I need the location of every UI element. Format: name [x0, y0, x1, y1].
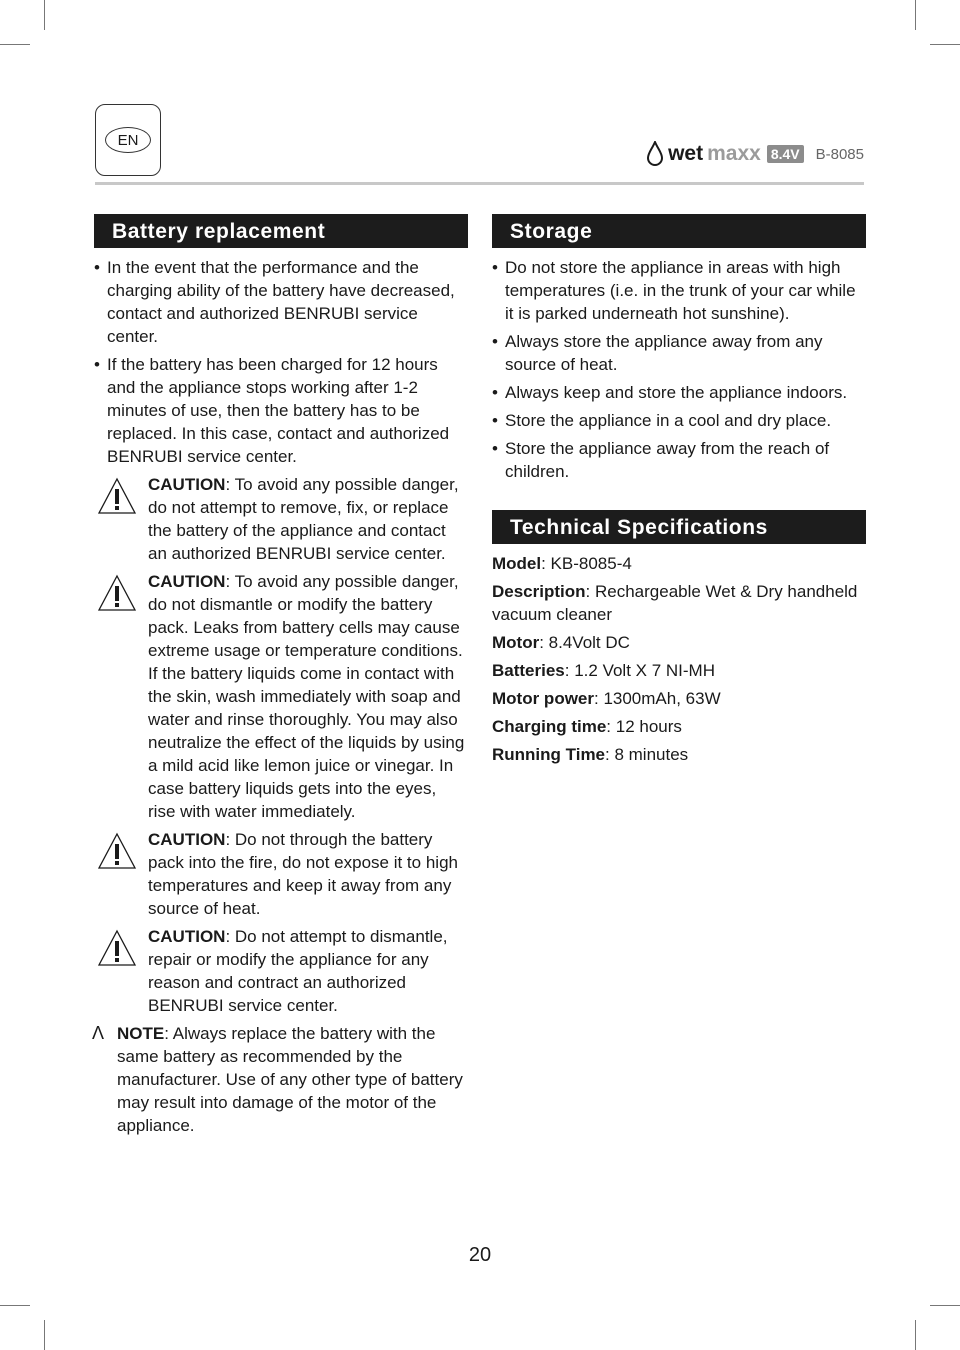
- crop-mark: [44, 1320, 45, 1350]
- brand-logo: [646, 136, 864, 172]
- section-header-specs: Technical Specifications: [492, 510, 866, 544]
- spec-description: [492, 580, 866, 626]
- section-header-battery: Battery replacement: [94, 214, 468, 248]
- caution-text: : To avoid any possible danger, do not dismantle or modify the battery pack. Leaks from battery cells may cause extreme usage or temperature conditions. If the battery liquids come in contact with the skin, wash immediately with soap and water and rinse thoroughly. You may also neutralize the effect of the liquids by using a mild acid like lemon juice or vinegar. In case battery liquids gets into the eyes, rise with water immediately.: [148, 572, 465, 821]
- spec-motor-power: [492, 687, 866, 710]
- warning-triangle-icon: [98, 574, 136, 612]
- list-item: • In the event that the performance and the charging ability of the battery have decreased, contact and authorized BENRUBI service center.: [94, 256, 468, 348]
- crop-mark: [915, 0, 916, 30]
- spec-model: [492, 552, 866, 575]
- language-badge: [95, 104, 161, 176]
- brand-maxx: maxx: [707, 142, 761, 165]
- crop-mark: [930, 1305, 960, 1306]
- spec-key: Motor power: [492, 689, 594, 708]
- crop-mark: [44, 0, 45, 30]
- spec-motor: [492, 631, 866, 654]
- storage-bullets: [492, 256, 866, 483]
- list-item: • Always keep and store the appliance indoors.: [492, 381, 866, 404]
- spec-key: Running Time: [492, 745, 606, 764]
- spec-value: : 1300mAh, 63W: [594, 689, 721, 708]
- battery-bullets: [94, 256, 468, 468]
- warning-triangle-icon: [98, 477, 136, 515]
- caution-block: [94, 473, 468, 565]
- spec-value: : 1.2 Volt X 7 NI-MH: [564, 661, 715, 680]
- note-label: NOTE: [117, 1024, 165, 1043]
- spec-list: [492, 552, 866, 766]
- note-text: : Always replace the battery with the same battery as recommended by the manufacturer. Use of any other type of battery may result into damage of the motor of the appliance.: [117, 1024, 463, 1135]
- caution-label: CAUTION: [148, 927, 226, 946]
- list-item: • Store the appliance away from the reach of children.: [492, 437, 866, 483]
- model-number: B-8085: [815, 145, 864, 163]
- spec-key: Charging time: [492, 717, 607, 736]
- caution-block: [94, 828, 468, 920]
- section-header-storage: Storage: [492, 214, 866, 248]
- spec-value: : Rechargeable Wet & Dry handheld vacuum cleaner: [492, 582, 858, 624]
- spec-value: : 8.4Volt DC: [539, 633, 630, 652]
- spec-value: : KB-8085-4: [541, 554, 632, 573]
- caution-text: : To avoid any possible danger, do not attempt to remove, fix, or replace the battery of the appliance and contact an authorized BENRUBI service center.: [148, 475, 459, 563]
- crop-mark: [915, 1320, 916, 1350]
- caution-text: : Do not through the battery pack into the fire, do not expose it to high temperatures and keep it away from any source of heat.: [148, 830, 458, 918]
- spec-batteries: [492, 659, 866, 682]
- crop-mark: [930, 44, 960, 45]
- caution-label: CAUTION: [148, 830, 226, 849]
- spec-value: : 8 minutes: [605, 745, 689, 764]
- list-item: • Store the appliance in a cool and dry place.: [492, 409, 866, 432]
- crop-mark: [0, 1305, 30, 1306]
- warning-triangle-icon: [98, 832, 136, 870]
- note-block: [94, 1022, 468, 1137]
- brand-wet: wet: [668, 142, 704, 165]
- spec-value: : 12 hours: [606, 717, 682, 736]
- caution-text: : Do not attempt to dismantle, repair or modify the appliance for any reason and contract an authorized BENRUBI service center.: [148, 927, 448, 1015]
- note-symbol: Λ: [92, 1023, 105, 1043]
- header-divider: [95, 182, 864, 185]
- spec-key: Model: [492, 554, 542, 573]
- list-item: • Do not store the appliance in areas with high temperatures (i.e. in the trunk of your car while it is parked underneath hot sunshine).: [492, 256, 866, 325]
- caution-label: CAUTION: [148, 572, 226, 591]
- spec-key: Batteries: [492, 661, 565, 680]
- list-item: • If the battery has been charged for 12 hours and the appliance stops working after 1-2 minutes of use, then the battery has to be replaced. In this case, contact and authorized BENRUBI service center.: [94, 353, 468, 468]
- right-column: [492, 214, 866, 771]
- water-drop-icon: [646, 141, 664, 167]
- caution-block: [94, 925, 468, 1017]
- caution-block: [94, 570, 468, 823]
- spec-key: Motor: [492, 633, 540, 652]
- warning-triangle-icon: [98, 929, 136, 967]
- crop-mark: [0, 44, 30, 45]
- spec-running-time: [492, 743, 866, 766]
- brand-voltage-badge: 8.4V: [767, 145, 804, 163]
- spec-key: Description: [492, 582, 586, 601]
- language-label: EN: [105, 127, 151, 153]
- caution-label: CAUTION: [148, 475, 226, 494]
- list-item: • Always store the appliance away from any source of heat.: [492, 330, 866, 376]
- spec-charging-time: [492, 715, 866, 738]
- left-column: [94, 214, 468, 1137]
- page-number: 20: [468, 1244, 492, 1266]
